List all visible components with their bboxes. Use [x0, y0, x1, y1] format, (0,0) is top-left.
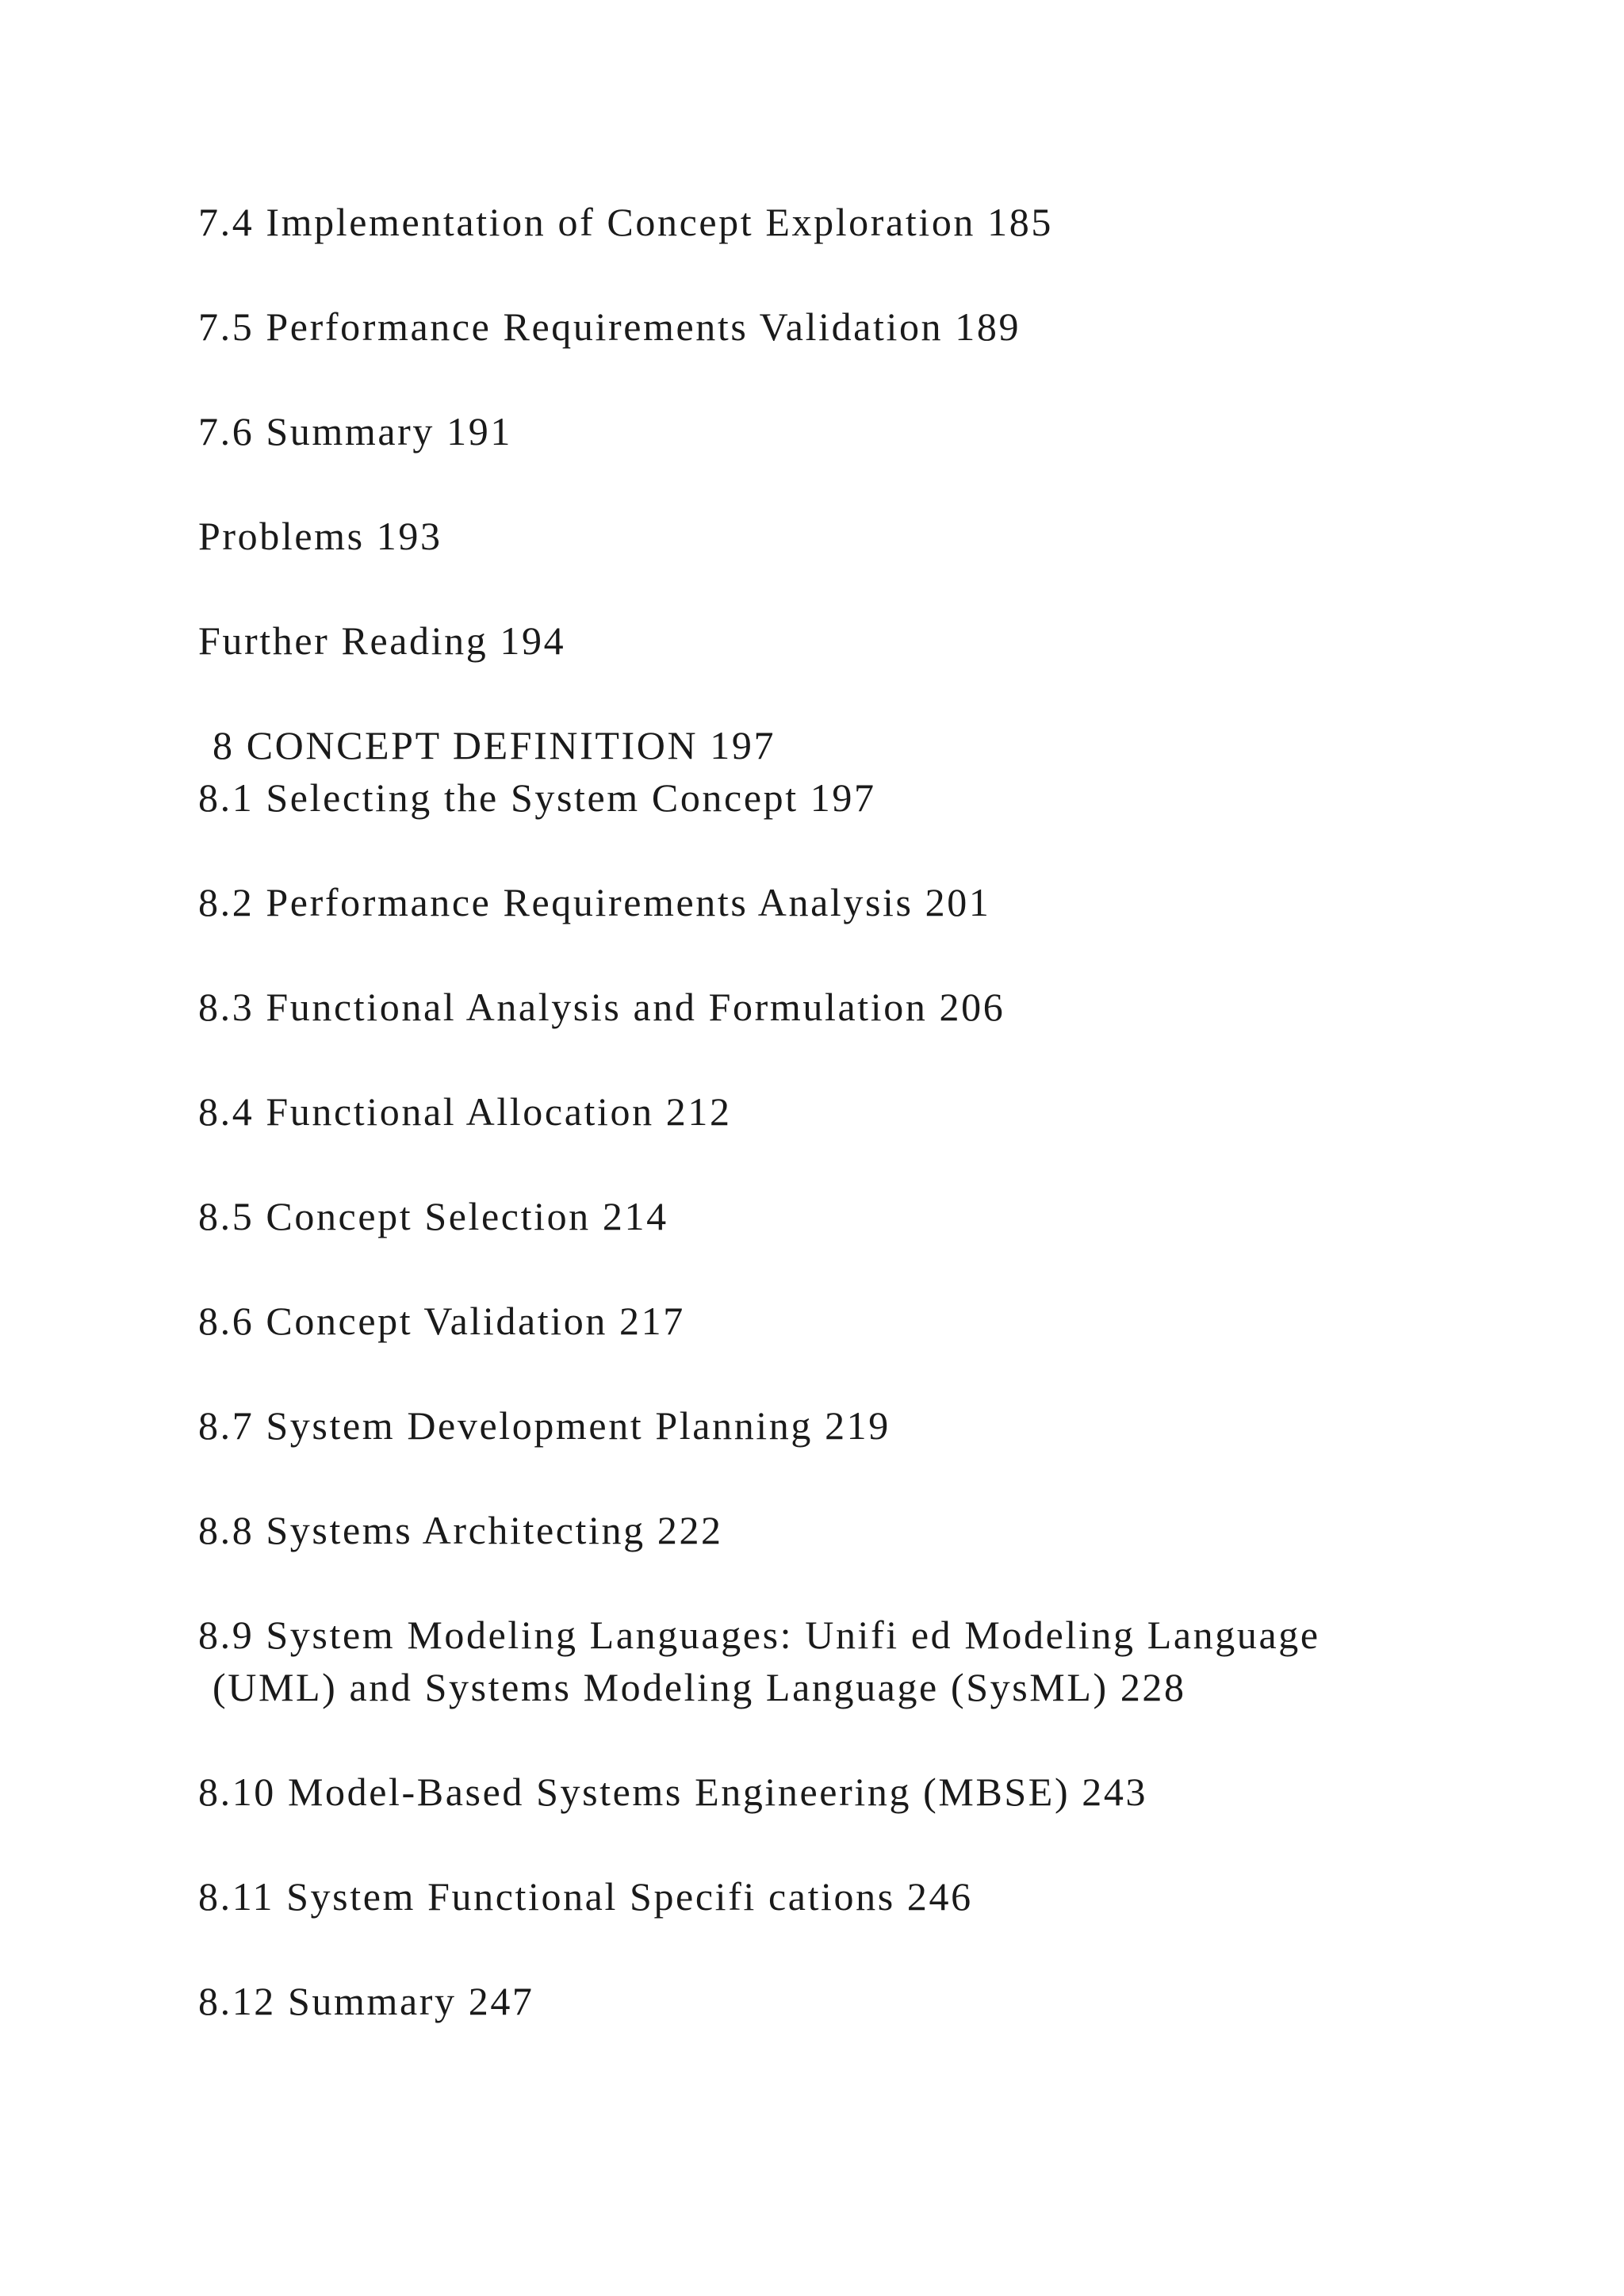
toc-entry-7-5: 7.5 Performance Requirements Validation 189	[198, 304, 1021, 349]
toc-entry-8-5: 8.5 Concept Selection 214	[198, 1194, 668, 1238]
toc-entry-8-3: 8.3 Functional Analysis and Formulation 206	[198, 985, 1005, 1029]
toc-entry-8-12: 8.12 Summary 247	[198, 1979, 534, 2023]
toc-entry-8-4: 8.4 Functional Allocation 212	[198, 1089, 732, 1134]
toc-entry-8-10: 8.10 Model-Based Systems Engineering (MBSE) 243	[198, 1770, 1148, 1814]
toc-entry-8-9-continued: (UML) and Systems Modeling Language (SysML) 228	[213, 1665, 1186, 1709]
toc-entry-8-7: 8.7 System Development Planning 219	[198, 1403, 891, 1448]
toc-entry-further-reading: Further Reading 194	[198, 618, 566, 663]
toc-entry-7-4: 7.4 Implementation of Concept Exploration 185	[198, 200, 1053, 244]
toc-entry-8-2: 8.2 Performance Requirements Analysis 201	[198, 880, 991, 924]
toc-entry-8-8: 8.8 Systems Architecting 222	[198, 1508, 723, 1552]
toc-entry-8-11: 8.11 System Functional Specifi cations 246	[198, 1874, 973, 1919]
toc-entry-7-6: 7.6 Summary 191	[198, 409, 512, 453]
toc-entry-problems: Problems 193	[198, 514, 442, 558]
toc-entry-8-1: 8.1 Selecting the System Concept 197	[198, 775, 876, 820]
toc-chapter-8-heading: 8 CONCEPT DEFINITION 197	[213, 723, 776, 767]
toc-entry-8-9: 8.9 System Modeling Languages: Unifi ed Modeling Language	[198, 1613, 1320, 1657]
toc-entry-8-6: 8.6 Concept Validation 217	[198, 1299, 685, 1343]
